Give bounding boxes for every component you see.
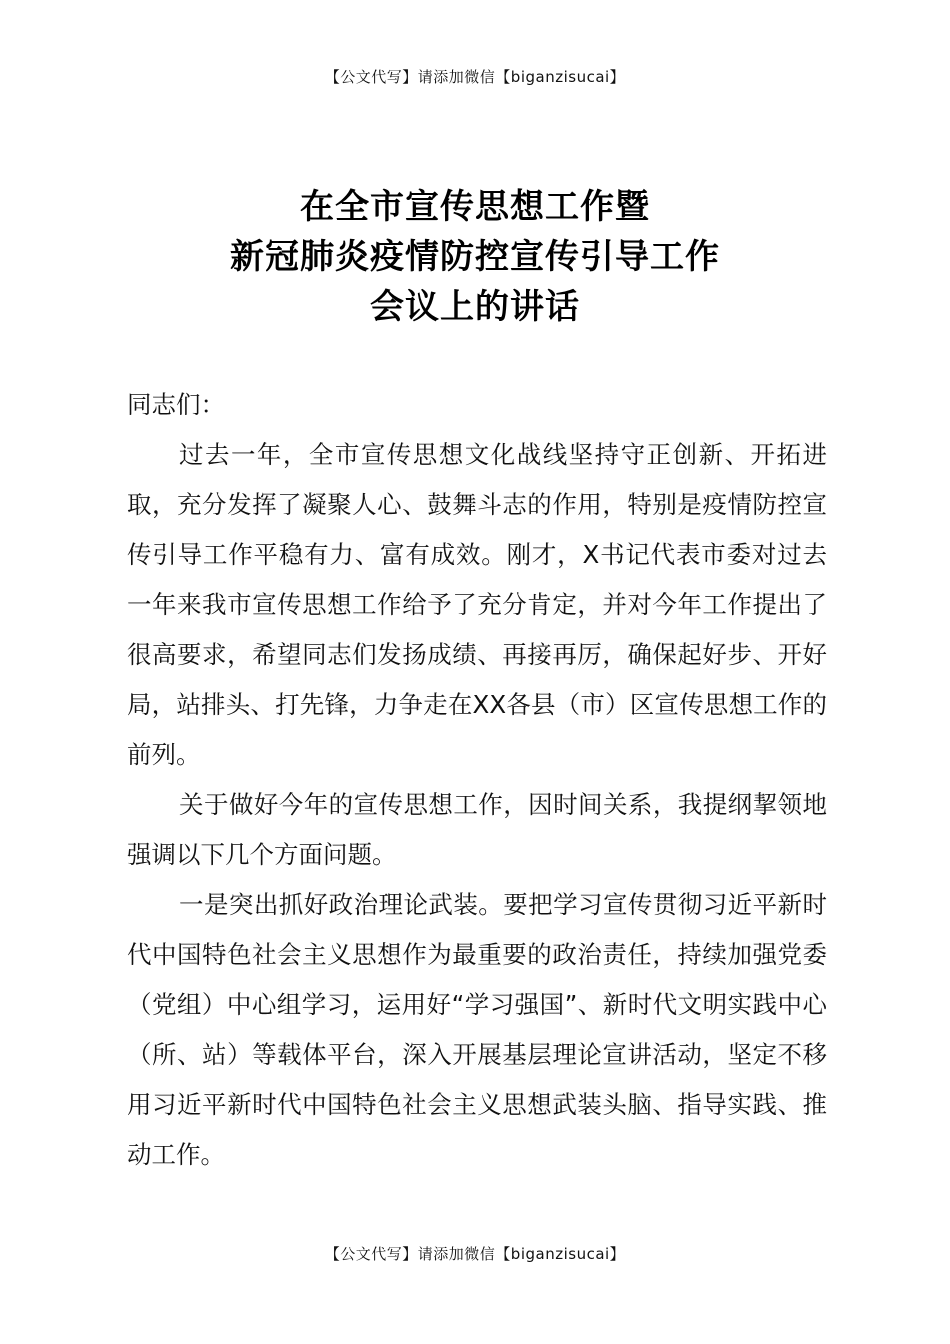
header-note: 【公文代写】请添加微信【biganzisucai】 <box>324 68 626 86</box>
document-body <box>127 380 827 1180</box>
footer-note: 【公文代写】请添加微信【biganzisucai】 <box>324 1245 626 1263</box>
paragraph: 关于做好今年的宣传思想工作，因时间关系，我提纲挈领地强调以下几个方面问题。 <box>127 790 827 869</box>
title-line-1: 在全市宣传思想工作暨 <box>300 187 650 227</box>
title-line-2: 新冠肺炎疫情防控宣传引导工作 <box>230 237 720 277</box>
salutation: 同志们： <box>127 390 225 419</box>
title-line-3: 会议上的讲话 <box>370 287 580 327</box>
paragraph: 过去一年，全市宣传思想文化战线坚持守正创新、开拓进取，充分发挥了凝聚人心、鼓舞斗志的作用，特别是疫情防控宣传引导工作平稳有力、富有成效。刚才，X书记代表市委对过去一年来我市宣传思想工作给予了充分肯定，并对今年工作提出了很高要求，希望同志们发扬成绩、再接再厉，确保起好步、开好局，站排头、打先锋，力争走在XX各县（市）区宣传思想工作的前列。 <box>127 440 827 769</box>
document-title <box>0 182 950 332</box>
paragraph: 一是突出抓好政治理论武装。要把学习宣传贯彻习近平新时代中国特色社会主义思想作为最重要的政治责任，持续加强党委（党组）中心组学习，运用好“学习强国”、新时代文明实践中心（所、站）等载体平台，深入开展基层理论宣讲活动，坚定不移用习近平新时代中国特色社会主义思想武装头脑、指导实践、推动工作。 <box>127 890 827 1169</box>
